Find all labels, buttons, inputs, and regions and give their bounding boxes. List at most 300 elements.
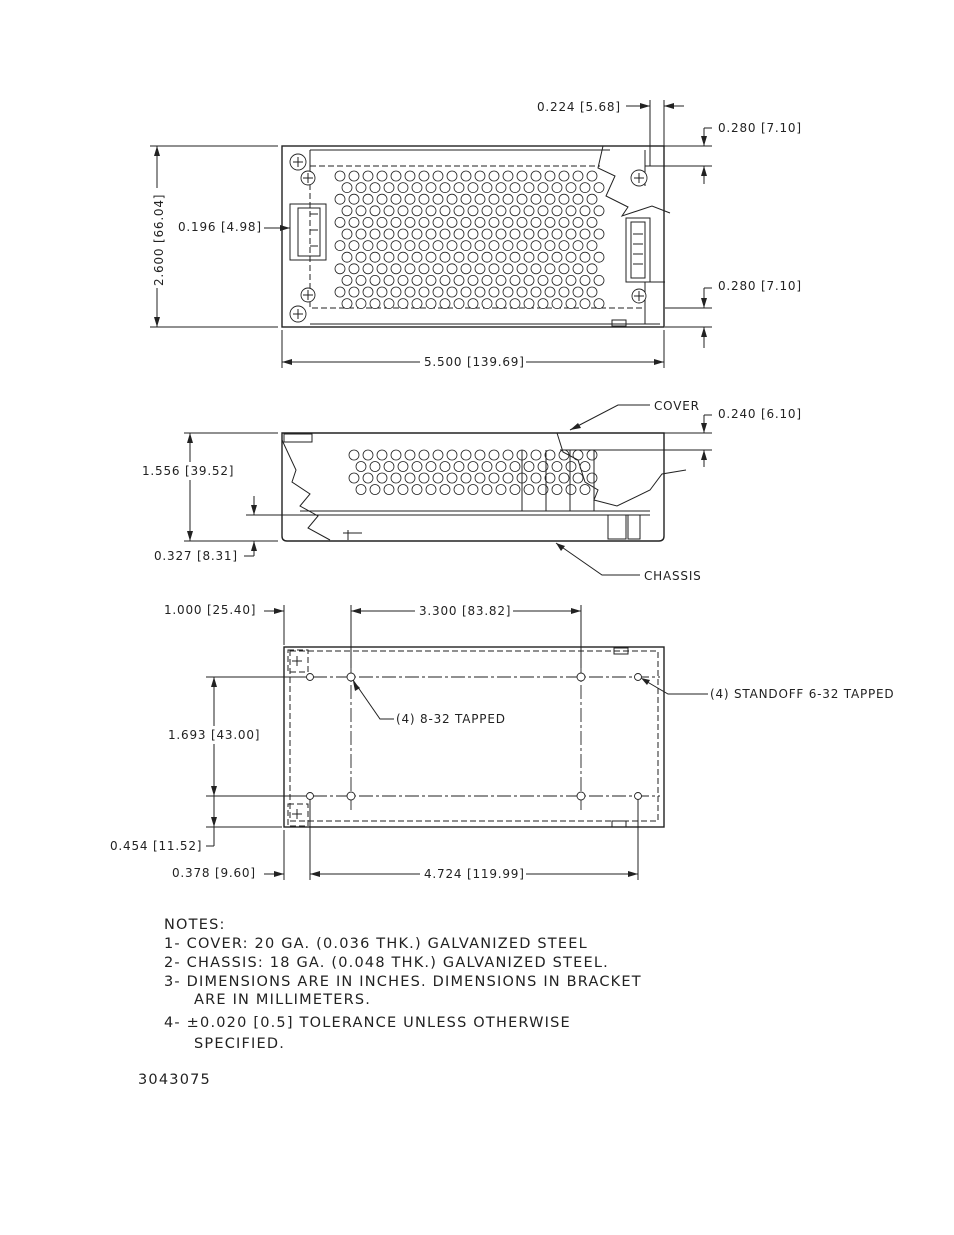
vent-hole [482,183,492,193]
vent-hole [580,229,590,239]
vent-hole [531,217,541,227]
vent-hole [482,462,492,472]
vent-hole [356,299,366,309]
vent-hole [552,206,562,216]
tapped-hole [577,673,585,681]
vent-hole [573,217,583,227]
vent-hole [384,229,394,239]
vent-hole [412,485,422,495]
vent-hole [489,450,499,460]
dim-3300-label: 3.300 [83.82] [419,604,512,618]
vent-hole [335,171,345,181]
vent-hole [370,275,380,285]
vent-hole [363,171,373,181]
notes-block [164,917,642,1052]
vent-hole [342,275,352,285]
vent-hole [398,206,408,216]
vent-hole [566,275,576,285]
notes-heading: NOTES: [164,917,226,933]
vent-hole [377,171,387,181]
vent-hole [552,229,562,239]
vent-hole [363,217,373,227]
vent-hole [538,252,548,262]
dim-1000-label: 1.000 [25.40] [164,603,257,617]
screw-icon [290,306,306,322]
vent-hole [356,206,366,216]
vent-hole [559,171,569,181]
vent-hole [475,171,485,181]
vent-hole [461,241,471,251]
vent-hole [391,287,401,297]
vent-hole [552,275,562,285]
vent-hole [440,252,450,262]
vent-hole [531,287,541,297]
vent-hole [496,275,506,285]
side-vent-holes [349,450,597,495]
vent-hole [433,217,443,227]
vent-hole [524,299,534,309]
vent-hole [559,287,569,297]
vent-hole [342,229,352,239]
vent-hole [349,194,359,204]
vent-hole [552,252,562,262]
vent-hole [419,473,429,483]
vent-hole [545,264,555,274]
vent-hole [489,287,499,297]
vent-hole [412,275,422,285]
vent-hole [489,171,499,181]
vent-hole [349,241,359,251]
dim-0454-label: 0.454 [11.52] [110,839,203,853]
vent-hole [587,194,597,204]
output-connector [626,218,650,282]
vent-hole [468,252,478,262]
vent-hole [496,206,506,216]
vent-hole [363,473,373,483]
vent-hole [384,485,394,495]
vent-hole [356,275,366,285]
vent-hole [454,229,464,239]
dim-1556-label: 1.556 [39.52] [142,464,235,478]
note-4-line-2: SPECIFIED. [194,1036,286,1052]
vent-hole [475,217,485,227]
vent-hole [426,183,436,193]
vent-hole [377,194,387,204]
dim-0196-label: 0.196 [4.98] [178,220,262,234]
vent-hole [440,299,450,309]
standoff-hole [307,674,314,681]
vent-hole [489,194,499,204]
vent-hole [594,275,604,285]
vent-hole [482,229,492,239]
vent-hole [475,473,485,483]
vent-hole [545,241,555,251]
vent-hole [433,450,443,460]
vent-hole [426,299,436,309]
vent-hole [377,217,387,227]
vent-hole [370,229,380,239]
vent-hole [517,194,527,204]
tapped-label: (4) 8-32 TAPPED [396,712,506,726]
note-3-line-1: 3- DIMENSIONS ARE IN INCHES. DIMENSIONS IN BRACKET [164,974,642,990]
vent-hole [461,217,471,227]
dim-0280-top-label: 0.280 [7.10] [718,121,802,135]
vent-hole [454,206,464,216]
vent-hole [412,183,422,193]
vent-hole [335,217,345,227]
vent-hole [377,473,387,483]
vent-hole [405,171,415,181]
standoff-label: (4) STANDOFF 6-32 TAPPED [710,687,895,701]
vent-hole [510,252,520,262]
vent-hole [447,287,457,297]
vent-hole [433,264,443,274]
vent-hole [391,171,401,181]
vent-hole [405,241,415,251]
vent-hole [559,450,569,460]
vent-hole [482,275,492,285]
dim-2600-label: 2.600 [66.04] [152,193,166,286]
vent-hole [503,171,513,181]
vent-hole [447,217,457,227]
vent-hole [517,287,527,297]
vent-hole [566,229,576,239]
screw-icon [301,171,315,185]
vent-hole [468,206,478,216]
vent-hole [370,299,380,309]
dim-5500-label: 5.500 [139.69] [424,355,525,369]
vent-hole [356,229,366,239]
vent-hole [440,485,450,495]
vent-hole [349,450,359,460]
vent-hole [573,241,583,251]
vent-hole [426,252,436,262]
vent-hole-grid [335,171,604,309]
vent-hole [419,171,429,181]
vent-hole [475,287,485,297]
vent-hole [461,194,471,204]
vent-hole [538,299,548,309]
vent-hole [580,206,590,216]
vent-hole [419,287,429,297]
vent-hole [419,217,429,227]
screw-icon [301,288,315,302]
vent-hole [363,450,373,460]
vent-hole [363,194,373,204]
vent-hole [531,171,541,181]
vent-hole [524,229,534,239]
vent-hole [531,473,541,483]
dim-1693-label: 1.693 [43.00] [168,728,261,742]
vent-hole [440,206,450,216]
vent-hole [475,241,485,251]
vent-hole [510,206,520,216]
standoff-hole [635,674,642,681]
vent-hole [524,206,534,216]
vent-hole [370,252,380,262]
vent-hole [531,264,541,274]
vent-hole [573,473,583,483]
vent-hole [552,485,562,495]
vent-hole [440,275,450,285]
vent-hole [503,241,513,251]
vent-hole [468,462,478,472]
vent-hole [370,485,380,495]
vent-hole [524,275,534,285]
vent-hole [433,241,443,251]
vent-hole [363,287,373,297]
vent-hole [384,275,394,285]
vent-hole [405,287,415,297]
vent-hole [384,299,394,309]
vent-hole [468,299,478,309]
vent-hole [384,206,394,216]
vent-hole [496,183,506,193]
vent-hole [461,287,471,297]
bottom-view [110,603,894,881]
vent-hole [398,252,408,262]
break-line [282,440,330,540]
vent-hole [363,241,373,251]
vent-hole [496,299,506,309]
vent-hole [531,194,541,204]
vent-hole [412,229,422,239]
vent-hole [559,241,569,251]
break-line [557,433,686,506]
vent-hole [461,264,471,274]
top-view [148,100,802,369]
vent-hole [510,462,520,472]
vent-hole [475,450,485,460]
vent-hole [398,299,408,309]
vent-hole [503,473,513,483]
vent-hole [454,462,464,472]
vent-hole [349,264,359,274]
vent-hole [510,275,520,285]
vent-hole [335,264,345,274]
vent-hole [433,194,443,204]
vent-hole [398,183,408,193]
vent-hole [482,252,492,262]
note-3-line-2: ARE IN MILLIMETERS. [194,992,372,1008]
vent-hole [587,241,597,251]
vent-hole [489,264,499,274]
vent-hole [426,275,436,285]
vent-hole [580,252,590,262]
vent-hole [482,485,492,495]
vent-hole [363,264,373,274]
vent-hole [538,229,548,239]
vent-hole [580,275,590,285]
vent-hole [412,299,422,309]
vent-hole [356,252,366,262]
vent-hole [552,462,562,472]
vent-hole [524,462,534,472]
vent-hole [412,206,422,216]
side-view [140,399,802,583]
vent-hole [384,252,394,262]
vent-hole [377,264,387,274]
vent-hole [545,287,555,297]
vent-hole [405,264,415,274]
vent-hole [496,462,506,472]
vent-hole [573,171,583,181]
vent-hole [538,183,548,193]
vent-hole [391,241,401,251]
vent-hole [335,287,345,297]
vent-hole [573,194,583,204]
vent-hole [503,194,513,204]
vent-hole [594,183,604,193]
vent-hole [524,485,534,495]
vent-hole [566,252,576,262]
vent-hole [377,287,387,297]
vent-hole [342,206,352,216]
vent-hole [440,183,450,193]
note-4-line-1: 4- ±0.020 [0.5] TOLERANCE UNLESS OTHERWISE [164,1015,571,1031]
vent-hole [538,206,548,216]
vent-hole [370,183,380,193]
vent-hole [503,217,513,227]
vent-hole [531,450,541,460]
vent-hole [573,287,583,297]
vent-hole [489,473,499,483]
screw-icon [632,289,646,303]
vent-hole [587,171,597,181]
vent-hole [433,171,443,181]
vent-hole [342,252,352,262]
vent-hole [552,299,562,309]
vent-hole [426,485,436,495]
vent-hole [587,217,597,227]
vent-hole [349,287,359,297]
vent-hole [566,299,576,309]
vent-hole [398,275,408,285]
vent-hole [356,485,366,495]
vent-hole [545,194,555,204]
vent-hole [342,299,352,309]
vent-hole [440,462,450,472]
vent-hole [447,194,457,204]
vent-hole [587,287,597,297]
vent-hole [587,264,597,274]
vent-hole [377,450,387,460]
vent-hole [559,264,569,274]
vent-hole [587,473,597,483]
tapped-hole [347,673,355,681]
vent-hole [426,206,436,216]
vent-hole [335,241,345,251]
dim-4724-label: 4.724 [119.99] [424,867,525,881]
dim-0240-label: 0.240 [6.10] [718,407,802,421]
vent-hole [342,183,352,193]
vent-hole [349,217,359,227]
vent-hole [349,473,359,483]
vent-hole [433,473,443,483]
vent-hole [405,473,415,483]
vent-hole [461,450,471,460]
vent-hole [405,450,415,460]
vent-hole [419,450,429,460]
vent-hole [384,183,394,193]
vent-hole [482,299,492,309]
vent-hole [391,194,401,204]
vent-hole [391,473,401,483]
vent-hole [566,183,576,193]
vent-hole [391,264,401,274]
vent-hole [356,462,366,472]
vent-hole [566,206,576,216]
vent-hole [419,194,429,204]
vent-hole [580,299,590,309]
vent-hole [545,217,555,227]
vent-hole [391,450,401,460]
vent-hole [559,194,569,204]
vent-hole [566,462,576,472]
vent-hole [391,217,401,227]
vent-hole [496,229,506,239]
vent-hole [447,241,457,251]
vent-hole [433,287,443,297]
vent-hole [461,171,471,181]
vent-hole [524,252,534,262]
vent-hole [426,229,436,239]
vent-hole [447,171,457,181]
vent-hole [510,183,520,193]
standoff-hole [635,793,642,800]
vent-hole [496,485,506,495]
vent-hole [489,241,499,251]
tapped-hole [347,792,355,800]
chassis-label: CHASSIS [644,569,702,583]
dim-0280-bottom-label: 0.280 [7.10] [718,279,802,293]
vent-hole [503,264,513,274]
vent-hole [482,206,492,216]
standoff-hole [307,793,314,800]
vent-hole [594,299,604,309]
vent-hole [419,264,429,274]
dim-0378-label: 0.378 [9.60] [172,866,256,880]
vent-hole [468,229,478,239]
vent-hole [356,183,366,193]
vent-hole [524,183,534,193]
vent-hole [454,252,464,262]
dim-0327-label: 0.327 [8.31] [154,549,238,563]
vent-hole [447,264,457,274]
tapped-hole [577,792,585,800]
screw-icon [290,154,306,170]
vent-hole [580,485,590,495]
vent-hole [573,264,583,274]
vent-hole [454,275,464,285]
vent-hole [419,241,429,251]
screw-icon [631,170,647,186]
cover-label: COVER [654,399,700,413]
vent-hole [475,264,485,274]
vent-hole [538,275,548,285]
vent-hole [454,485,464,495]
note-1: 1- COVER: 20 GA. (0.036 THK.) GALVANIZED STEEL [164,936,588,952]
vent-hole [566,485,576,495]
vent-hole [405,217,415,227]
vent-hole [496,252,506,262]
vent-hole [552,183,562,193]
vent-hole [370,206,380,216]
vent-hole [510,299,520,309]
vent-hole [398,462,408,472]
vent-hole [454,299,464,309]
vent-hole [503,450,513,460]
